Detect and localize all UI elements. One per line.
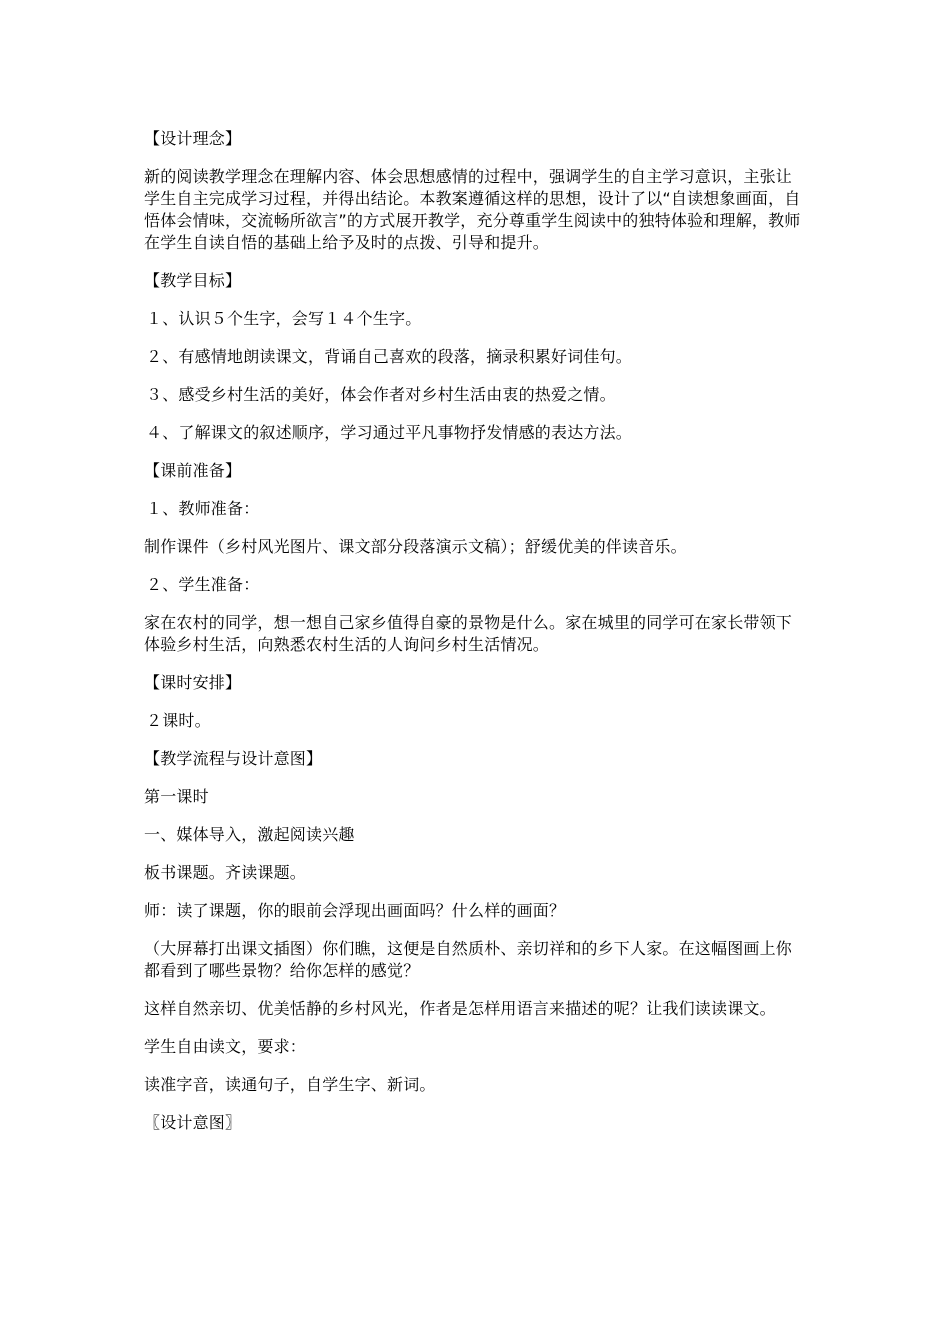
goal-item-2: ２、有感情地朗读课文，背诵自己喜欢的段落，摘录积累好词佳句。: [146, 347, 633, 366]
prep-item-student: ２、学生准备：: [146, 575, 260, 594]
paragraph-step-1e: 学生自由读文，要求：: [144, 1037, 307, 1056]
paragraph-step-1f: 读准字音，读通句子，自学生字、新词。: [144, 1075, 436, 1094]
prep-item-teacher: １、教师准备：: [146, 499, 260, 518]
paragraph-step-1a: 板书课题。齐读课题。: [144, 863, 307, 882]
paragraph-step-1b: 师：读了课题，你的眼前会浮现出画面吗？什么样的画面？: [144, 901, 566, 920]
section-heading-teaching-goals: 【教学目标】: [144, 271, 242, 290]
paragraph-teacher-prep: 制作课件（乡村风光图片、课文部分段落演示文稿）；舒缓优美的伴读音乐。: [144, 537, 687, 556]
section-heading-flow: 【教学流程与设计意图】: [144, 749, 323, 768]
section-heading-preparation: 【课前准备】: [144, 461, 242, 480]
section-heading-design-concept: 【设计理念】: [144, 129, 242, 148]
paragraph-step-1d: 这样自然亲切、优美恬静的乡村风光，作者是怎样用语言来描述的呢？让我们读读课文。: [144, 999, 776, 1018]
schedule-value: ２课时。: [146, 711, 211, 730]
goal-item-4: ４、了解课文的叙述顺序，学习通过平凡事物抒发情感的表达方法。: [146, 423, 633, 442]
section-heading-schedule: 【课时安排】: [144, 673, 242, 692]
paragraph-step-1c: （大屏幕打出课文插图）你们瞧，这便是自然质朴、亲切祥和的乡下人家。在这幅图画上你都看到了哪些景物？给你怎样的感觉？: [144, 939, 793, 980]
goal-item-1: １、认识５个生字，会写１４个生字。: [146, 309, 422, 328]
design-intent-heading: 〖设计意图〗: [144, 1113, 242, 1132]
step-heading-1: 一、媒体导入，激起阅读兴趣: [144, 825, 355, 844]
paragraph-design-concept: 新的阅读教学理念在理解内容、体会思想感情的过程中，强调学生的自主学习意识，主张让学生自主完成学习过程，并得出结论。本教案遵循这样的思想，设计了以“自读想象画面，自悟体会情味，交流畅所欲言”的方式展开教学，充分尊重学生阅读中的独特体验和理解，教师在学生自读自悟的基础上给予及时的点拨、引导和提升。: [144, 167, 801, 252]
paragraph-student-prep: 家在农村的同学，想一想自己家乡值得自豪的景物是什么。家在城里的同学可在家长带领下体验乡村生活，向熟悉农村生活的人询问乡村生活情况。: [144, 613, 793, 654]
lesson-title: 第一课时: [144, 787, 209, 806]
goal-item-3: ３、感受乡村生活的美好，体会作者对乡村生活由衷的热爱之情。: [146, 385, 616, 404]
document-page: [144, 128, 804, 1150]
